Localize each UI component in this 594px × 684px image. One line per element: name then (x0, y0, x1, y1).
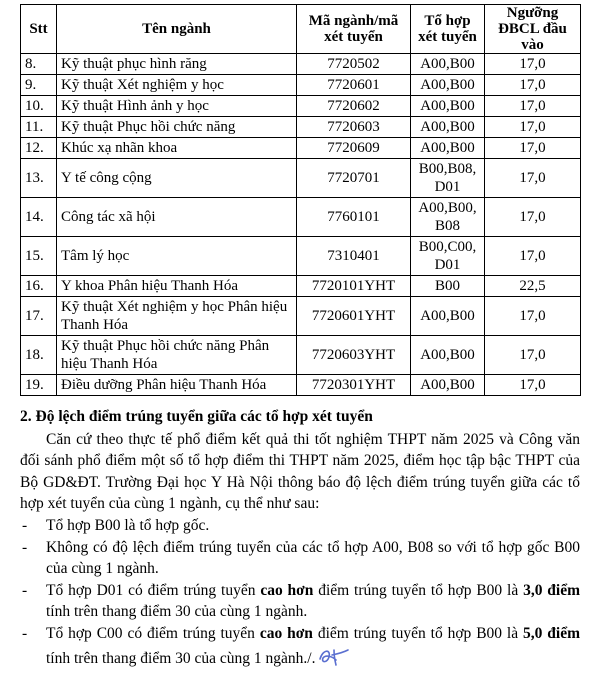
cell-ten-nganh: Y tế công cộng (57, 159, 297, 198)
cell-ten-nganh: Tâm lý học (57, 237, 297, 276)
cell-nguong: 17,0 (485, 138, 581, 159)
cell-nguong: 17,0 (485, 54, 581, 75)
cell-ten-nganh: Kỹ thuật Phục hồi chức năng Phân hiệu Thanh Hóa (57, 336, 297, 375)
cell-ma-nganh: 7720601YHT (297, 297, 411, 336)
cell-stt: 17. (21, 297, 57, 336)
cell-nguong: 17,0 (485, 336, 581, 375)
cell-ten-nganh: Kỹ thuật Xét nghiệm y học (57, 75, 297, 96)
table-row (21, 297, 581, 336)
cell-stt: 8. (21, 54, 57, 75)
cell-nguong: 17,0 (485, 96, 581, 117)
cell-nguong: 17,0 (485, 375, 581, 396)
cell-to-hop: A00,B00 (411, 297, 485, 336)
list-item-text: Tổ hợp B00 là tổ hợp gốc. (46, 516, 210, 534)
list-dash: - (22, 538, 28, 556)
cell-to-hop: A00,B00 (411, 96, 485, 117)
cell-ma-nganh: 7720701 (297, 159, 411, 198)
admission-threshold-table (20, 4, 581, 396)
list-item (20, 623, 580, 673)
list-dash: - (22, 624, 28, 642)
cell-ten-nganh: Kỹ thuật phục hình răng (57, 54, 297, 75)
table-row (21, 198, 581, 237)
table-row (21, 237, 581, 276)
table-row (21, 117, 581, 138)
cell-ma-nganh: 7720301YHT (297, 375, 411, 396)
cell-stt: 18. (21, 336, 57, 375)
cell-ten-nganh: Kỹ thuật Xét nghiệm y học Phân hiệu Thanh Hóa (57, 297, 297, 336)
cell-ma-nganh: 7720609 (297, 138, 411, 159)
cell-ten-nganh: Kỹ thuật Hình ảnh y học (57, 96, 297, 117)
cell-to-hop: B00,C00, D01 (411, 237, 485, 276)
cell-to-hop: A00,B00 (411, 54, 485, 75)
cell-nguong: 17,0 (485, 198, 581, 237)
cell-stt: 19. (21, 375, 57, 396)
section-score-deviation (20, 406, 580, 673)
cell-nguong: 17,0 (485, 117, 581, 138)
cell-stt: 16. (21, 276, 57, 297)
list-dash: - (22, 581, 28, 599)
cell-stt: 13. (21, 159, 57, 198)
cell-ten-nganh: Điều dưỡng Phân hiệu Thanh Hóa (57, 375, 297, 396)
deviation-list (20, 515, 580, 673)
emphasis-higher: cao hơn (259, 624, 313, 642)
cell-ma-nganh: 7720602 (297, 96, 411, 117)
cell-nguong: 17,0 (485, 237, 581, 276)
list-item-text: tính trên thang điểm 30 của cùng 1 ngành./. (46, 649, 316, 667)
table-row (21, 276, 581, 297)
header-nguong: Ngưỡng ĐBCL đầu vào (485, 5, 581, 54)
list-item-text: Tổ hợp C00 có điểm trúng tuyển (46, 624, 260, 642)
cell-to-hop: A00,B00, B08 (411, 198, 485, 237)
table-header-row (21, 5, 581, 54)
cell-stt: 12. (21, 138, 57, 159)
list-item-text: Không có độ lệch điểm trúng tuyển của các tổ hợp A00, B08 so với tổ hợp gốc B00 của cùng 1 ngành. (46, 538, 580, 578)
table-row (21, 96, 581, 117)
cell-to-hop: A00,B00 (411, 336, 485, 375)
header-stt: Stt (21, 5, 57, 54)
cell-to-hop: B00 (411, 276, 485, 297)
table-row (21, 54, 581, 75)
list-item (20, 580, 580, 623)
emphasis-higher: cao hơn (260, 581, 314, 599)
cell-nguong: 17,0 (485, 297, 581, 336)
cell-ma-nganh: 7760101 (297, 198, 411, 237)
list-item-text: Tổ hợp D01 có điểm trúng tuyển (46, 581, 261, 599)
cell-ten-nganh: Khúc xạ nhãn khoa (57, 138, 297, 159)
cell-ma-nganh: 7720101YHT (297, 276, 411, 297)
list-item-text: điểm trúng tuyển tổ hợp B00 là (313, 581, 524, 599)
list-dash: - (22, 516, 28, 534)
cell-nguong: 22,5 (485, 276, 581, 297)
cell-nguong: 17,0 (485, 159, 581, 198)
cell-stt: 14. (21, 198, 57, 237)
cell-stt: 11. (21, 117, 57, 138)
cell-to-hop: B00,B08, D01 (411, 159, 485, 198)
cell-to-hop: A00,B00 (411, 117, 485, 138)
list-item-text: điểm trúng tuyển tổ hợp B00 là (312, 624, 524, 642)
cell-to-hop: A00,B00 (411, 138, 485, 159)
table-row (21, 138, 581, 159)
table-row (21, 159, 581, 198)
emphasis-points: 3,0 điểm (523, 581, 581, 599)
table-row (21, 75, 581, 96)
cell-to-hop: A00,B00 (411, 375, 485, 396)
table-row (21, 336, 581, 375)
list-item (20, 515, 580, 537)
cell-ten-nganh: Công tác xã hội (57, 198, 297, 237)
header-ma-nganh: Mã ngành/mã xét tuyển (297, 5, 411, 54)
header-ten-nganh: Tên ngành (57, 5, 297, 54)
cell-ma-nganh: 7720502 (297, 54, 411, 75)
emphasis-points: 5,0 điểm (523, 624, 581, 642)
intro-paragraph: Căn cứ theo thực tế phổ điểm kết quả thi tốt nghiệm THPT năm 2025 và Công văn đối sánh phổ điểm một số tổ hợp điểm thi THPT năm 2025, điểm học tập bậc THPT của Bộ GD&ĐT. Trường Đại học Y Hà Nội thông báo độ lệch điểm trúng tuyển giữa các tổ hợp xét tuyển của cùng 1 ngành, cụ thể như sau: (20, 430, 580, 513)
list-item (20, 537, 580, 580)
table-row (21, 375, 581, 396)
cell-ma-nganh: 7720601 (297, 75, 411, 96)
cell-stt: 9. (21, 75, 57, 96)
cell-ma-nganh: 7310401 (297, 237, 411, 276)
cell-ma-nganh: 7720603YHT (297, 336, 411, 375)
header-to-hop: Tổ hợp xét tuyển (411, 5, 485, 54)
cell-ma-nganh: 7720603 (297, 117, 411, 138)
section-title: 2. Độ lệch điểm trúng tuyển giữa các tổ hợp xét tuyển (20, 408, 373, 425)
document-page (20, 4, 580, 673)
cell-stt: 15. (21, 237, 57, 276)
signature-mark (317, 645, 351, 674)
cell-stt: 10. (21, 96, 57, 117)
list-item-text: tính trên thang điểm 30 của cùng 1 ngành. (46, 603, 308, 621)
cell-nguong: 17,0 (485, 75, 581, 96)
cell-ten-nganh: Y khoa Phân hiệu Thanh Hóa (57, 276, 297, 297)
cell-to-hop: A00,B00 (411, 75, 485, 96)
cell-ten-nganh: Kỹ thuật Phục hồi chức năng (57, 117, 297, 138)
